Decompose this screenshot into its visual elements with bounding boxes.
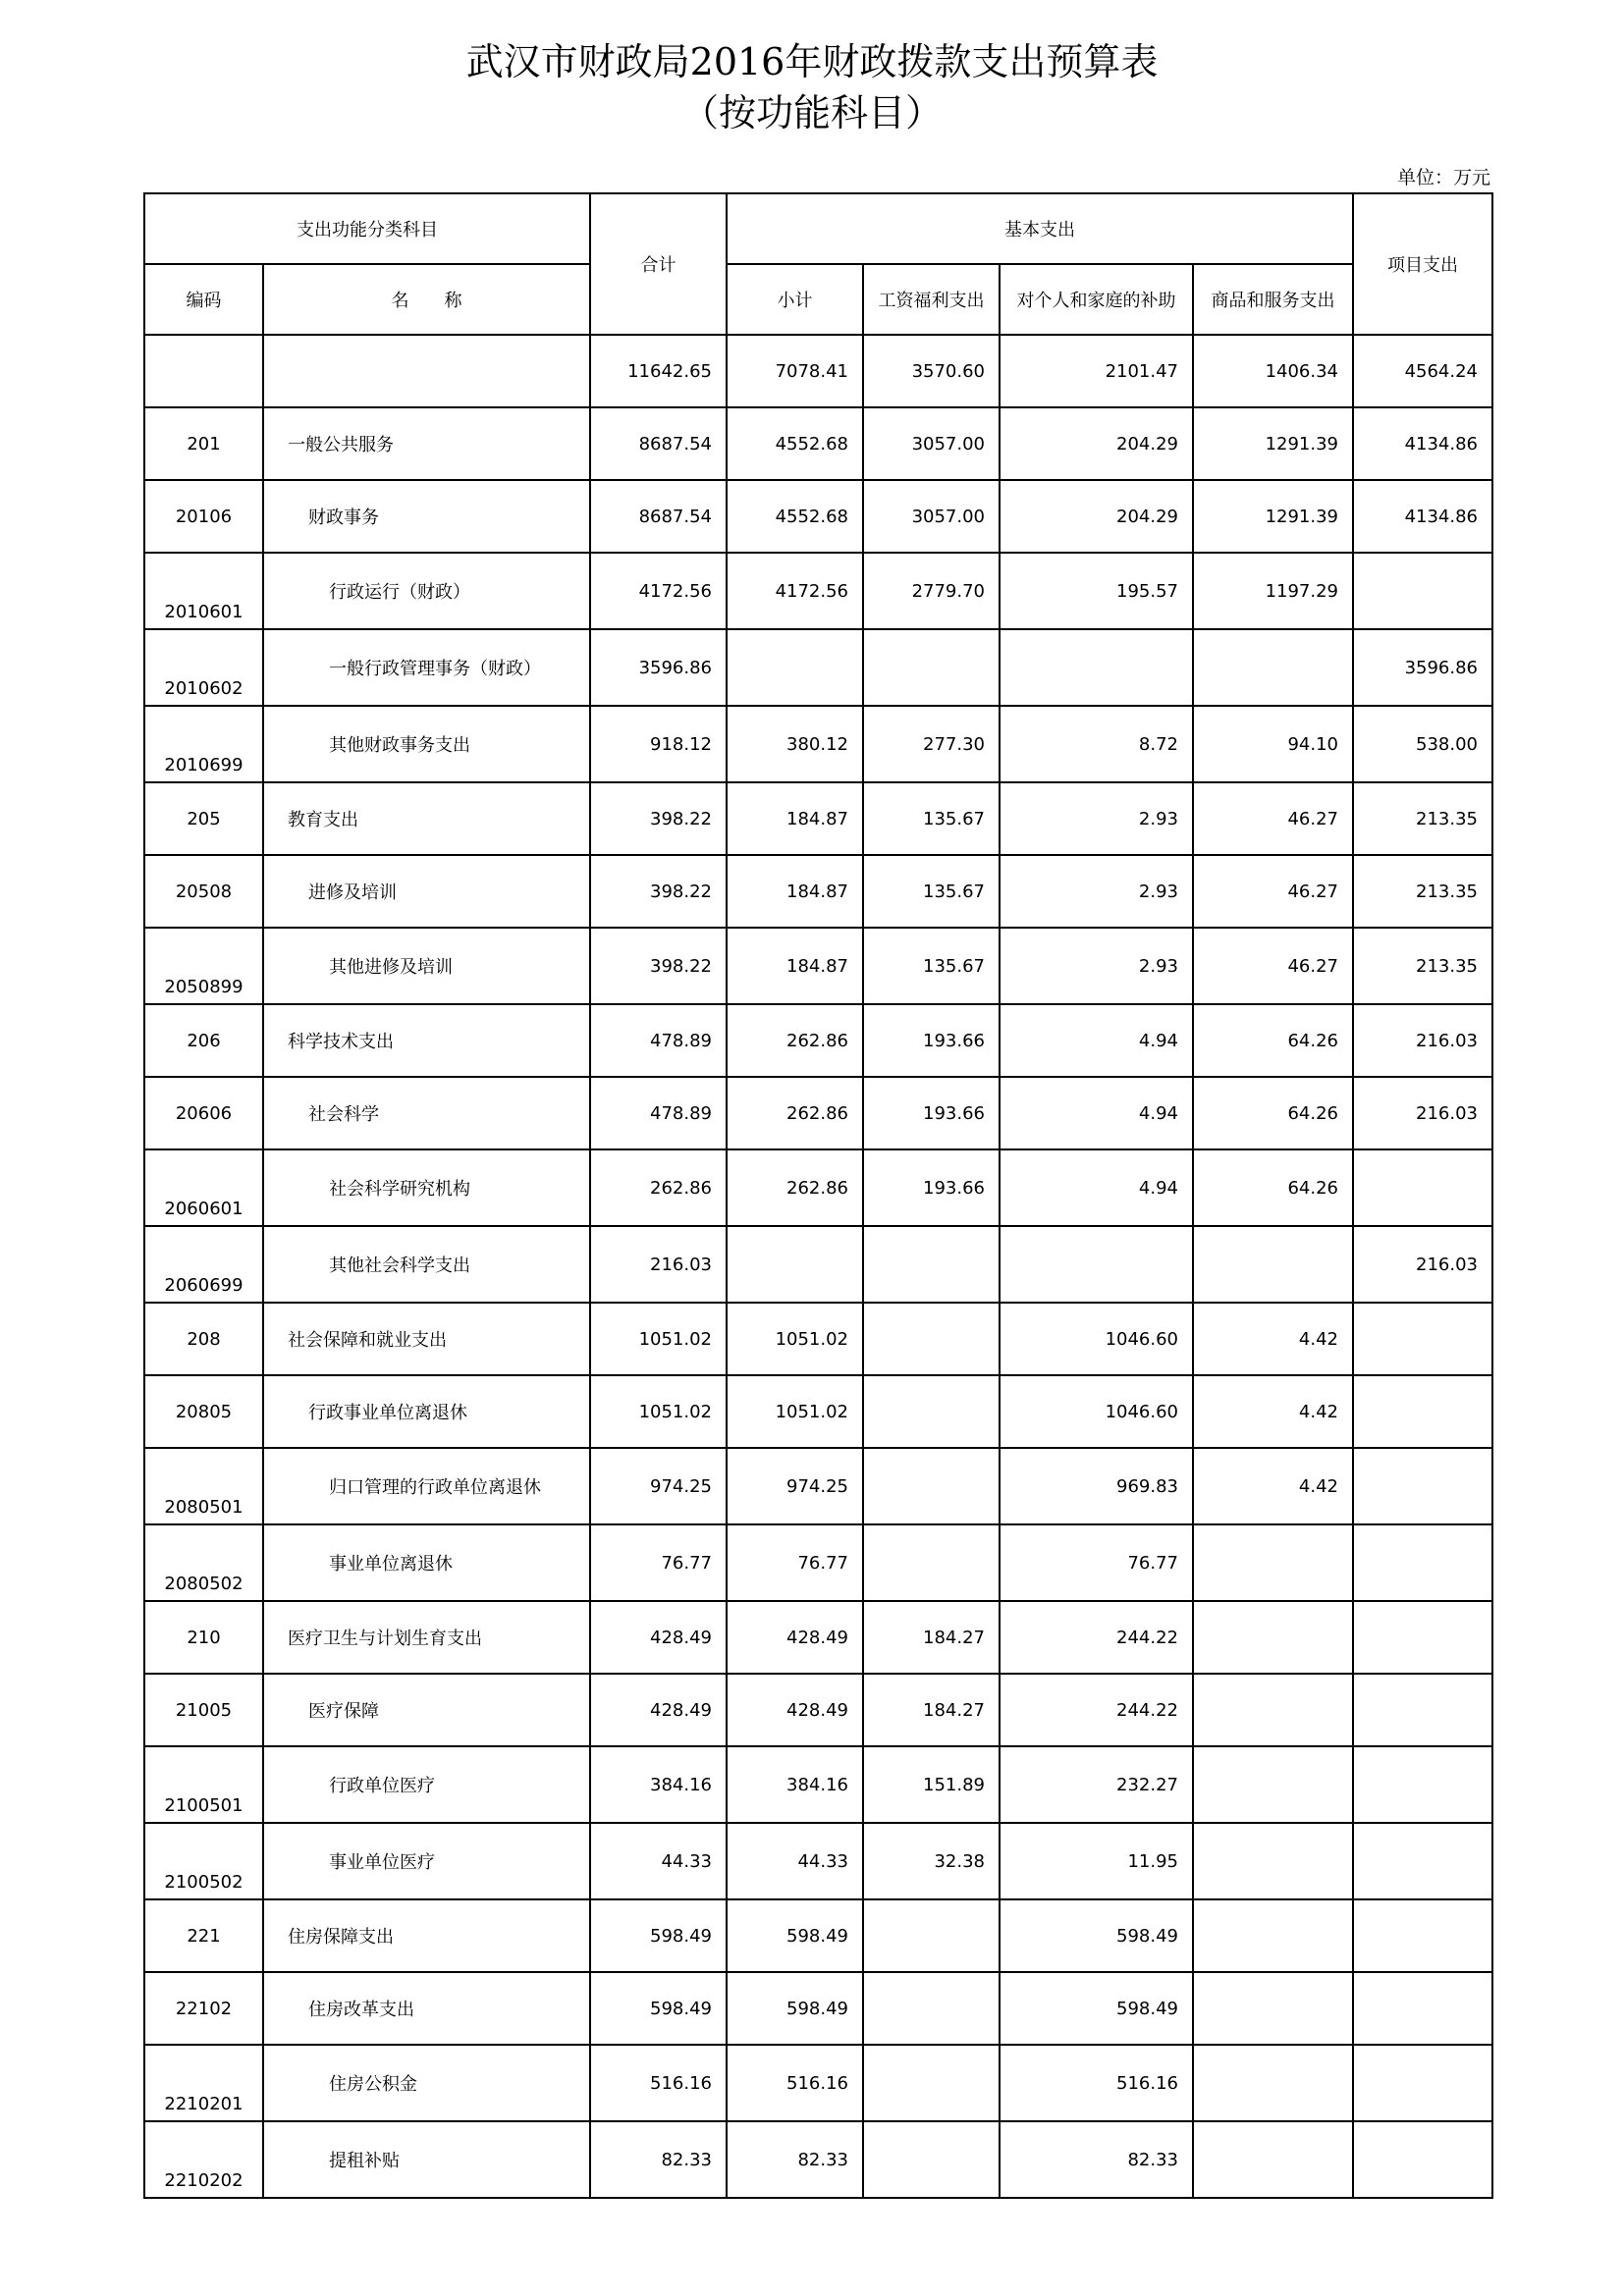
row-code: 22102 [144,1972,263,2045]
row-project [1353,1375,1492,1448]
row-subsidy: 204.29 [1000,407,1193,480]
document-subtitle: （按功能科目） [680,91,943,134]
row-subsidy: 1046.60 [1000,1303,1193,1375]
table-row [144,335,1492,407]
row-goods [1193,629,1353,706]
row-goods: 46.27 [1193,782,1353,855]
row-project [1353,1303,1492,1375]
header-goods: 商品和服务支出 [1193,264,1353,335]
row-total: 1051.02 [590,1303,727,1375]
row-subsidy: 2101.47 [1000,335,1193,407]
row-goods [1193,1601,1353,1674]
row-subtotal: 598.49 [727,1972,863,2045]
row-subtotal: 184.87 [727,782,863,855]
table-row [144,1226,1492,1303]
row-goods: 1291.39 [1193,480,1353,553]
row-subsidy: 2.93 [1000,855,1193,928]
table-row [144,2121,1492,2198]
row-subsidy: 1046.60 [1000,1375,1193,1448]
row-salary [863,629,1000,706]
row-project: 538.00 [1353,706,1492,782]
row-project: 213.35 [1353,855,1492,928]
row-project [1353,2121,1492,2198]
row-subsidy: 195.57 [1000,553,1193,629]
row-subsidy [1000,1226,1193,1303]
row-total: 398.22 [590,782,727,855]
row-goods [1193,2121,1353,2198]
header-subtotal: 小计 [727,264,863,335]
row-subsidy: 598.49 [1000,1899,1193,1972]
row-salary [863,1524,1000,1601]
row-total: 3596.86 [590,629,727,706]
row-total: 428.49 [590,1674,727,1746]
row-total: 44.33 [590,1823,727,1899]
row-subsidy: 4.94 [1000,1077,1193,1149]
row-goods: 94.10 [1193,706,1353,782]
row-code: 2050899 [144,928,263,1004]
row-subtotal: 1051.02 [727,1375,863,1448]
row-subtotal [727,1226,863,1303]
row-salary [863,1972,1000,2045]
row-salary: 193.66 [863,1149,1000,1226]
table-row [144,928,1492,1004]
header-project: 项目支出 [1353,193,1492,335]
row-total: 262.86 [590,1149,727,1226]
row-code: 20606 [144,1077,263,1149]
row-total: 478.89 [590,1004,727,1077]
unit-label: 单位：万元 [1396,167,1490,188]
row-project [1353,1149,1492,1226]
row-goods [1193,1823,1353,1899]
row-name: 事业单位医疗 [263,1823,590,1899]
row-project: 216.03 [1353,1077,1492,1149]
row-total: 4172.56 [590,553,727,629]
row-project: 216.03 [1353,1226,1492,1303]
row-name: 教育支出 [263,782,590,855]
row-goods: 64.26 [1193,1004,1353,1077]
row-name: 归口管理的行政单位离退休 [263,1448,590,1524]
row-goods: 4.42 [1193,1448,1353,1524]
row-code: 205 [144,782,263,855]
row-subtotal: 262.86 [727,1149,863,1226]
row-name: 财政事务 [263,480,590,553]
row-subtotal [727,629,863,706]
row-total: 384.16 [590,1746,727,1823]
row-total: 8687.54 [590,407,727,480]
row-code: 206 [144,1004,263,1077]
row-subsidy: 2.93 [1000,782,1193,855]
row-code: 2100501 [144,1746,263,1823]
row-total: 76.77 [590,1524,727,1601]
row-salary [863,1375,1000,1448]
row-salary: 3057.00 [863,480,1000,553]
table-row [144,629,1492,706]
row-goods: 46.27 [1193,928,1353,1004]
table-row [144,855,1492,928]
row-salary: 151.89 [863,1746,1000,1823]
row-project: 213.35 [1353,928,1492,1004]
row-goods: 46.27 [1193,855,1353,928]
row-code: 2210201 [144,2045,263,2121]
row-code: 201 [144,407,263,480]
row-project [1353,1746,1492,1823]
row-name: 其他财政事务支出 [263,706,590,782]
row-subsidy: 82.33 [1000,2121,1193,2198]
row-name: 住房公积金 [263,2045,590,2121]
row-goods [1193,1226,1353,1303]
row-subtotal: 184.87 [727,928,863,1004]
table-row [144,706,1492,782]
budget-table [143,192,1493,2199]
row-subsidy: 598.49 [1000,1972,1193,2045]
row-goods: 1291.39 [1193,407,1353,480]
row-subsidy: 11.95 [1000,1823,1193,1899]
document-title: 武汉市财政局2016年财政拨款支出预算表 [465,40,1159,83]
row-project [1353,1674,1492,1746]
row-project [1353,1972,1492,2045]
row-subtotal: 1051.02 [727,1303,863,1375]
row-salary [863,1226,1000,1303]
table-row [144,1746,1492,1823]
row-goods: 1406.34 [1193,335,1353,407]
row-goods: 1197.29 [1193,553,1353,629]
row-goods [1193,2045,1353,2121]
row-name: 其他社会科学支出 [263,1226,590,1303]
row-goods [1193,1972,1353,2045]
row-subsidy: 244.22 [1000,1674,1193,1746]
row-subtotal: 82.33 [727,2121,863,2198]
table-row [144,1674,1492,1746]
row-salary: 135.67 [863,855,1000,928]
row-code: 2080501 [144,1448,263,1524]
row-salary [863,1303,1000,1375]
row-name [263,335,590,407]
row-salary [863,1899,1000,1972]
row-name: 其他进修及培训 [263,928,590,1004]
row-salary [863,2121,1000,2198]
row-name: 医疗卫生与计划生育支出 [263,1601,590,1674]
row-total: 11642.65 [590,335,727,407]
row-salary: 193.66 [863,1004,1000,1077]
row-subsidy: 4.94 [1000,1004,1193,1077]
row-subtotal: 380.12 [727,706,863,782]
row-salary: 277.30 [863,706,1000,782]
table-row [144,1149,1492,1226]
row-subsidy: 204.29 [1000,480,1193,553]
row-subtotal: 384.16 [727,1746,863,1823]
row-total: 398.22 [590,855,727,928]
row-salary: 2779.70 [863,553,1000,629]
row-code: 2080502 [144,1524,263,1601]
row-code: 210 [144,1601,263,1674]
row-code: 2060601 [144,1149,263,1226]
row-subtotal: 4552.68 [727,480,863,553]
row-salary: 135.67 [863,782,1000,855]
row-name: 社会科学 [263,1077,590,1149]
row-total: 598.49 [590,1972,727,2045]
row-name: 一般公共服务 [263,407,590,480]
header-subsidy: 对个人和家庭的补助 [1000,264,1193,335]
row-subtotal: 184.87 [727,855,863,928]
table-row [144,1375,1492,1448]
table-row [144,480,1492,553]
row-name: 行政运行（财政） [263,553,590,629]
row-salary: 193.66 [863,1077,1000,1149]
header-row-bottom [144,264,1492,335]
row-name: 住房改革支出 [263,1972,590,2045]
row-total: 216.03 [590,1226,727,1303]
row-subtotal: 76.77 [727,1524,863,1601]
row-code: 20508 [144,855,263,928]
row-goods: 64.26 [1193,1077,1353,1149]
table-row [144,1601,1492,1674]
row-salary: 184.27 [863,1674,1000,1746]
row-total: 1051.02 [590,1375,727,1448]
row-code: 2010601 [144,553,263,629]
row-project: 4564.24 [1353,335,1492,407]
row-project [1353,1448,1492,1524]
row-total: 398.22 [590,928,727,1004]
header-row-top [144,193,1492,264]
row-subsidy: 232.27 [1000,1746,1193,1823]
row-project [1353,1601,1492,1674]
row-subsidy: 2.93 [1000,928,1193,1004]
row-goods: 64.26 [1193,1149,1353,1226]
row-project: 4134.86 [1353,480,1492,553]
row-project [1353,1899,1492,1972]
row-subsidy: 4.94 [1000,1149,1193,1226]
row-code: 21005 [144,1674,263,1746]
row-subtotal: 262.86 [727,1077,863,1149]
table-row [144,407,1492,480]
row-goods: 4.42 [1193,1375,1353,1448]
row-goods [1193,1674,1353,1746]
row-name: 医疗保障 [263,1674,590,1746]
table-row [144,1972,1492,2045]
row-total: 598.49 [590,1899,727,1972]
row-code: 2010699 [144,706,263,782]
row-code: 221 [144,1899,263,1972]
row-name: 科学技术支出 [263,1004,590,1077]
row-project [1353,2045,1492,2121]
header-total: 合计 [590,193,727,335]
row-subsidy: 516.16 [1000,2045,1193,2121]
row-total: 428.49 [590,1601,727,1674]
row-subsidy [1000,629,1193,706]
row-project [1353,553,1492,629]
row-name: 社会保障和就业支出 [263,1303,590,1375]
row-subsidy: 8.72 [1000,706,1193,782]
header-category: 支出功能分类科目 [144,193,590,264]
row-code [144,335,263,407]
table-row [144,1448,1492,1524]
row-total: 516.16 [590,2045,727,2121]
row-name: 进修及培训 [263,855,590,928]
row-total: 478.89 [590,1077,727,1149]
row-code: 2210202 [144,2121,263,2198]
header-basic: 基本支出 [727,193,1353,264]
row-subtotal: 7078.41 [727,335,863,407]
row-subtotal: 44.33 [727,1823,863,1899]
row-goods [1193,1524,1353,1601]
row-total: 918.12 [590,706,727,782]
table-row [144,1899,1492,1972]
row-subtotal: 428.49 [727,1674,863,1746]
row-total: 8687.54 [590,480,727,553]
header-name: 名 称 [263,264,590,335]
table-row [144,1077,1492,1149]
row-salary: 3570.60 [863,335,1000,407]
row-goods: 4.42 [1193,1303,1353,1375]
row-project: 3596.86 [1353,629,1492,706]
row-subtotal: 598.49 [727,1899,863,1972]
row-subsidy: 244.22 [1000,1601,1193,1674]
row-name: 提租补贴 [263,2121,590,2198]
row-code: 2060699 [144,1226,263,1303]
row-subtotal: 4172.56 [727,553,863,629]
table-row [144,553,1492,629]
table-row [144,1823,1492,1899]
row-salary: 184.27 [863,1601,1000,1674]
row-subtotal: 262.86 [727,1004,863,1077]
row-subsidy: 969.83 [1000,1448,1193,1524]
row-code: 208 [144,1303,263,1375]
row-name: 事业单位离退休 [263,1524,590,1601]
table-body [144,335,1492,2198]
row-total: 82.33 [590,2121,727,2198]
row-salary [863,1448,1000,1524]
header-salary: 工资福利支出 [863,264,1000,335]
row-code: 20106 [144,480,263,553]
row-subtotal: 4552.68 [727,407,863,480]
row-name: 行政单位医疗 [263,1746,590,1823]
row-project [1353,1524,1492,1601]
table-row [144,1524,1492,1601]
row-subtotal: 428.49 [727,1601,863,1674]
row-name: 行政事业单位离退休 [263,1375,590,1448]
row-project [1353,1823,1492,1899]
row-name: 住房保障支出 [263,1899,590,1972]
row-salary: 135.67 [863,928,1000,1004]
row-project: 213.35 [1353,782,1492,855]
row-code: 2100502 [144,1823,263,1899]
row-salary [863,2045,1000,2121]
table-row [144,1303,1492,1375]
row-subtotal: 516.16 [727,2045,863,2121]
table-row [144,1004,1492,1077]
row-total: 974.25 [590,1448,727,1524]
row-salary: 32.38 [863,1823,1000,1899]
row-salary: 3057.00 [863,407,1000,480]
row-subtotal: 974.25 [727,1448,863,1524]
row-goods [1193,1746,1353,1823]
row-code: 20805 [144,1375,263,1448]
row-code: 2010602 [144,629,263,706]
row-project: 216.03 [1353,1004,1492,1077]
table-row [144,2045,1492,2121]
row-subsidy: 76.77 [1000,1524,1193,1601]
table-row [144,782,1492,855]
header-code: 编码 [144,264,263,335]
row-name: 社会科学研究机构 [263,1149,590,1226]
row-goods [1193,1899,1353,1972]
row-project: 4134.86 [1353,407,1492,480]
row-name: 一般行政管理事务（财政） [263,629,590,706]
